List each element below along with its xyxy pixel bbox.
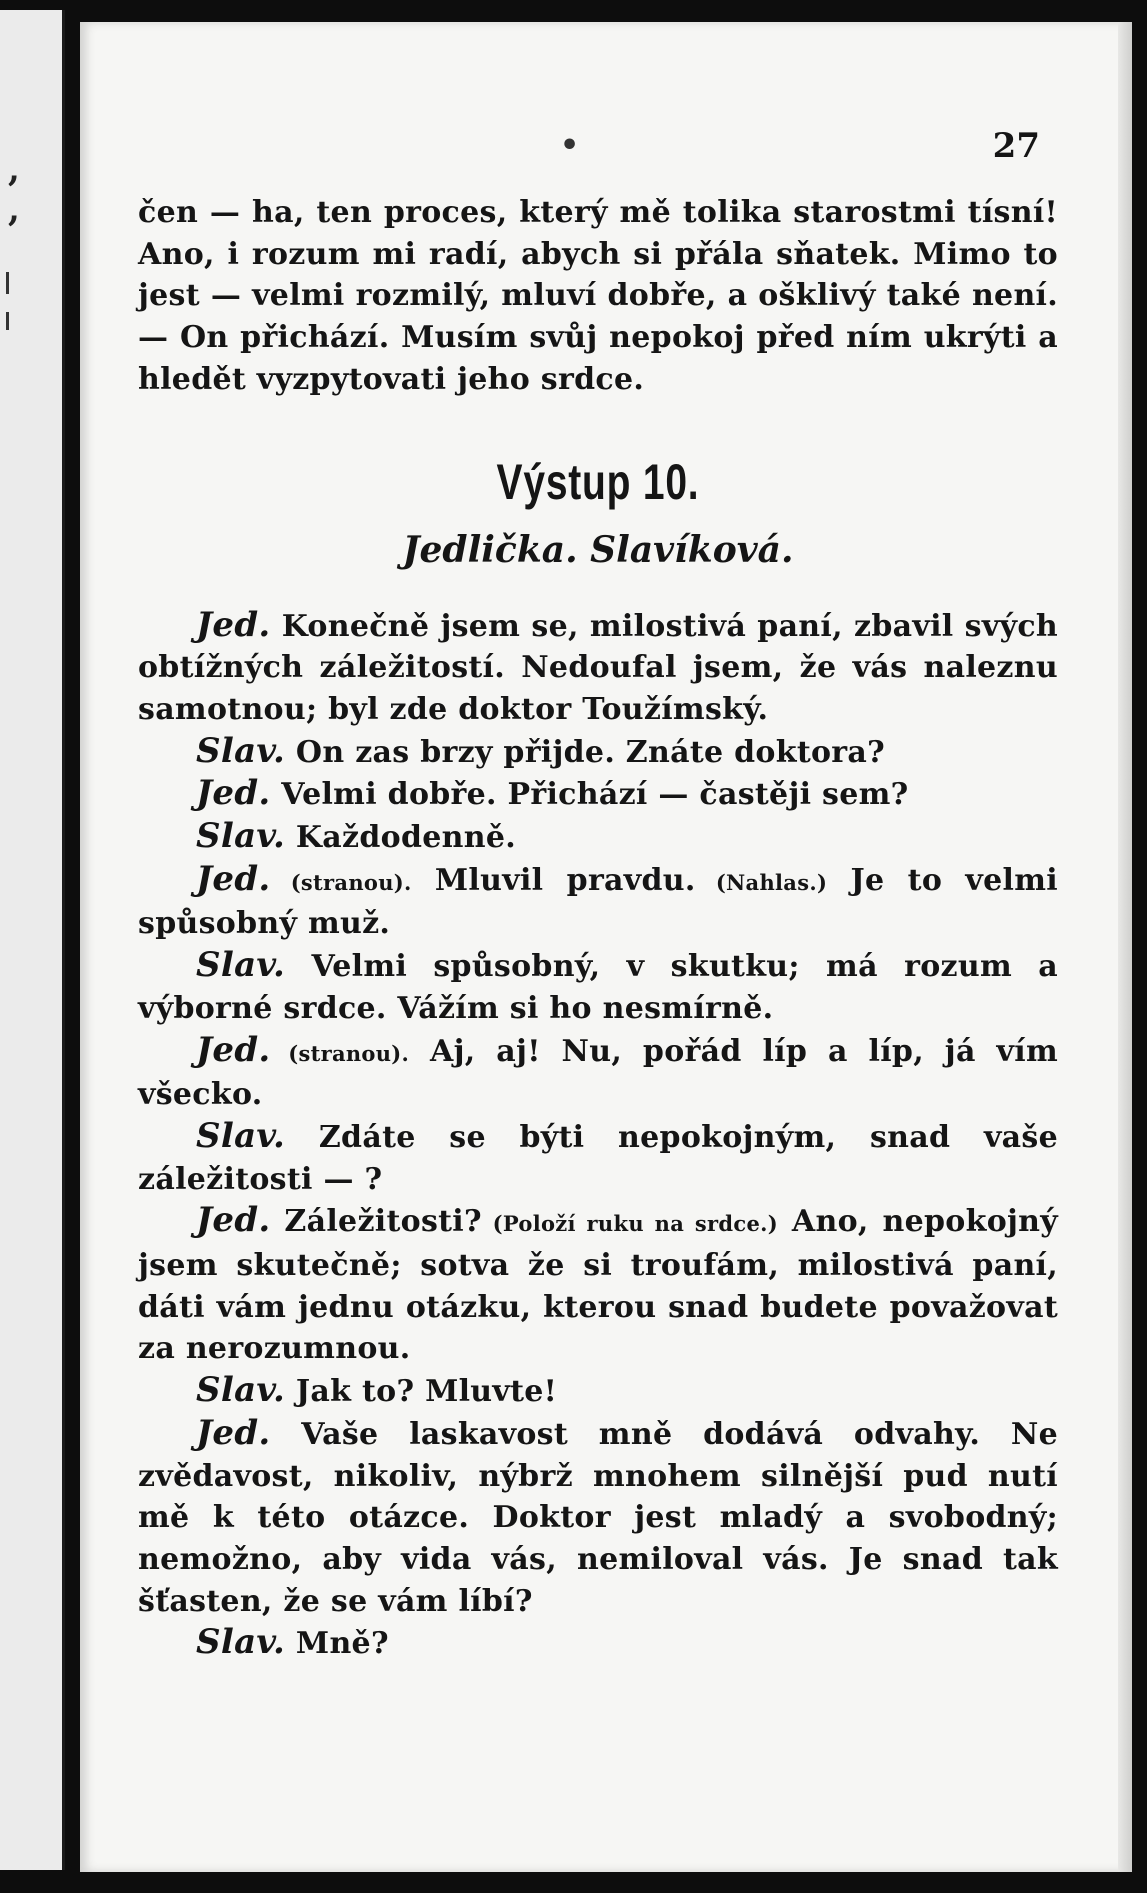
speaker-name: Slav. <box>196 1370 286 1411</box>
speaker-name: Jed. <box>196 604 271 645</box>
dialogue-line <box>138 731 1058 774</box>
stage-direction: (Položí ruku na srdce.) <box>481 1211 778 1237</box>
previous-page-mark: , <box>8 150 20 190</box>
speaker-name: Slav. <box>196 1115 286 1156</box>
dialogue-line <box>138 945 1058 1029</box>
dialogue-line <box>138 1116 1058 1200</box>
line-text: Konečně jsem se, milostivá paní, zbavil svých obtížných záležitostí. Nedoufal jsem, že vás naleznu samotnou; byl zde doktor Toužímský. <box>138 608 1058 727</box>
line-text: Ano, nepokojný jsem skutečně; sotva že si troufám, milostivá paní, dáti vám jednu otázku, kterou snad budete považovat za nerozumnou. <box>138 1204 1058 1367</box>
dialogue <box>138 605 1058 1666</box>
previous-page-mark: , <box>8 190 20 230</box>
scene-characters: Jedlička. Slavíková. <box>402 528 794 571</box>
dialogue-line <box>138 1413 1058 1623</box>
dialogue-line <box>138 1622 1058 1665</box>
print-dot: • <box>560 128 580 163</box>
speaker-name: Slav. <box>196 1622 286 1663</box>
stage-direction: (Nahlas.) <box>695 869 828 895</box>
book-page <box>80 22 1132 1872</box>
line-text: Každodenně. <box>285 820 516 856</box>
dialogue-line <box>138 1370 1058 1413</box>
page-number: 27 <box>992 126 1040 166</box>
speaker-name: Slav. <box>196 945 286 986</box>
line-text: Je to velmi spůsobný muž. <box>138 862 1058 942</box>
speaker-name: Slav. <box>196 816 286 857</box>
speaker-name: Jed. <box>196 1200 271 1241</box>
previous-page-edge <box>0 10 65 1870</box>
line-text: Mluvil pravdu. <box>411 862 696 898</box>
page-text <box>138 122 1058 1665</box>
line-text: Zdáte se býti nepokojným, snad vaše záležitosti — ? <box>138 1119 1058 1197</box>
line-text: Mně? <box>285 1626 389 1662</box>
page-edge-shadow <box>1118 22 1132 1872</box>
dialogue-line <box>138 1200 1058 1370</box>
scene-heading: Výstup 10. <box>496 453 700 510</box>
line-text: On zas brzy přijde. Znáte doktora? <box>285 734 886 770</box>
speaker-name: Slav. <box>196 730 286 771</box>
stage-direction: (stranou). <box>270 1040 410 1066</box>
line-text: Aj, aj! Nu, pořád líp a líp, já vím všecko. <box>138 1033 1058 1113</box>
opening-paragraph: čen — ha, ten proces, který mě tolika starostmi tísní! Ano, i rozum mi radí, abych si přála sňatek. Mimo to jest — velmi rozmilý, mluví dobře, a ošklivý také není. — On přichází. Musím svůj nepokoj před ním ukrýti a hledět vyzpytovati jeho srdce. <box>138 195 1058 397</box>
dialogue-line <box>138 773 1058 816</box>
line-text: Záležitosti? <box>270 1204 482 1240</box>
speaker-name: Jed. <box>196 1412 271 1453</box>
dialogue-line <box>138 816 1058 859</box>
line-text: Jak to? Mluvte! <box>285 1374 558 1410</box>
previous-page-rule <box>6 312 9 330</box>
speaker-name: Jed. <box>196 858 271 899</box>
dialogue-line <box>138 859 1058 945</box>
speaker-name: Jed. <box>196 773 271 814</box>
line-text: Vaše laskavost mně dodává odvahy. Ne zvědavost, nikoliv, nýbrž mnohem silnější pud nutí mě k této otázce. Doktor jest mladý a svobodný; nemožno, aby vida vás, nemiloval vás. Je snad tak šťasten, že se vám líbí? <box>138 1416 1058 1619</box>
dialogue-line <box>138 1030 1058 1116</box>
speaker-name: Jed. <box>196 1029 271 1070</box>
line-text: Velmi spůsobný, v skutku; má rozum a výborné srdce. Vážím si ho nesmírně. <box>138 949 1058 1026</box>
line-text: Velmi dobře. Přichází — častěji sem? <box>270 777 909 813</box>
previous-page-rule <box>6 272 9 294</box>
dialogue-line <box>138 605 1058 731</box>
stage-direction: (stranou). <box>270 869 412 895</box>
